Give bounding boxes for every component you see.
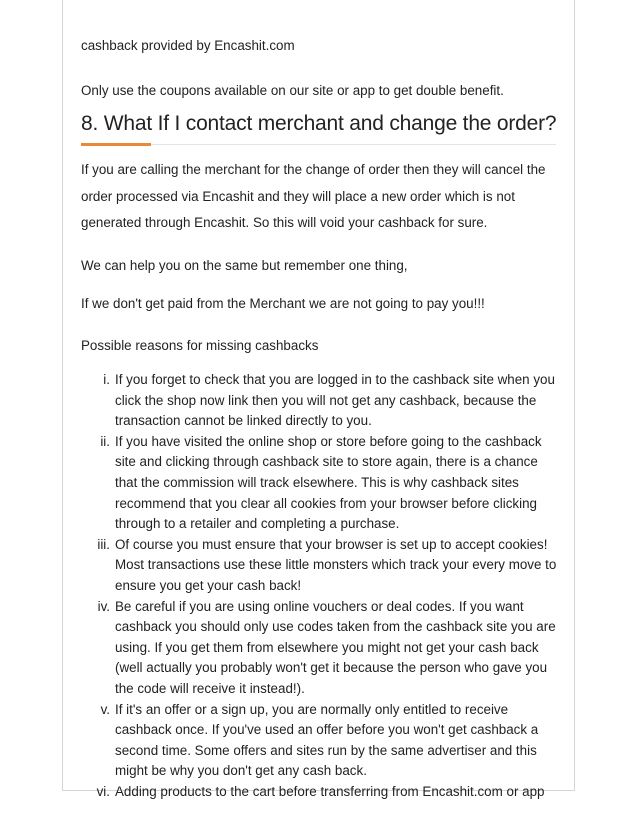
list-item: [81, 432, 561, 535]
list-item-number: v.: [100, 701, 110, 717]
list-item-text: If you forget to check that you are logged in to the cashback site when you click the shop now link then you will not get any cashback, because the transaction cannot be linked directly to you.: [115, 372, 555, 429]
list-item: [81, 700, 561, 782]
list-item-text: Be careful if you are using online vouchers or deal codes. If you want cashback you should only use codes taken from the cashback site you are using. If you get them from elsewhere you might not get your cash back (well actually you probably won't get it because the person who gave you the code will receive it instead!).: [115, 598, 556, 696]
paragraph: Possible reasons for missing cashbacks: [81, 338, 319, 353]
list-item: [81, 535, 561, 597]
list-item-number: iii.: [97, 536, 110, 552]
heading-divider: [81, 144, 556, 145]
list-item: [81, 597, 561, 700]
list-item-number: vi.: [96, 783, 110, 799]
paragraph: If we don't get paid from the Merchant we are not going to pay you!!!: [81, 296, 485, 311]
paragraph: If you are calling the merchant for the change of order then they will cancel the order processed via Encashit and they will place a new order which is not generated through Encashit. So this will void your cashback for sure.: [81, 162, 546, 230]
heading-accent-bar: [81, 143, 151, 146]
list-item-text: Of course you must ensure that your browser is set up to accept cookies! Most transactions use these little monsters which track your every move to ensure you get your cash back!: [115, 536, 557, 593]
list-item-number: iv.: [97, 598, 110, 614]
list-item: [81, 782, 561, 803]
section-heading: 8. What If I contact merchant and change the order?: [81, 112, 557, 135]
list-item-text: If you have visited the online shop or store before going to the cashback site and clicking through cashback site to store again, there is a chance that the commission will track elsewhere. This is why cashback sites recommend that you clear all cookies from your browser before clicking through to a retailer and completing a purchase.: [115, 433, 542, 532]
list-item-number: ii.: [100, 433, 110, 449]
intro-text: Only use the coupons available on our site or app to get double benefit.: [81, 83, 504, 98]
list-item-number: i.: [103, 372, 110, 387]
reasons-list: [81, 370, 561, 802]
list-item-text: If it's an offer or a sign up, you are normally only entitled to receive cashback once. If you've used an offer before you won't get cashback a second time. Some offers and sites run by the same advertiser and this might be why you don't get any cash back.: [115, 701, 539, 779]
paragraph: We can help you on the same but remember one thing,: [81, 258, 408, 273]
list-item-text: Adding products to the cart before transferring from Encashit.com or app: [115, 783, 545, 799]
intro-text: cashback provided by Encashit.com: [81, 38, 295, 53]
list-item: [81, 370, 561, 432]
